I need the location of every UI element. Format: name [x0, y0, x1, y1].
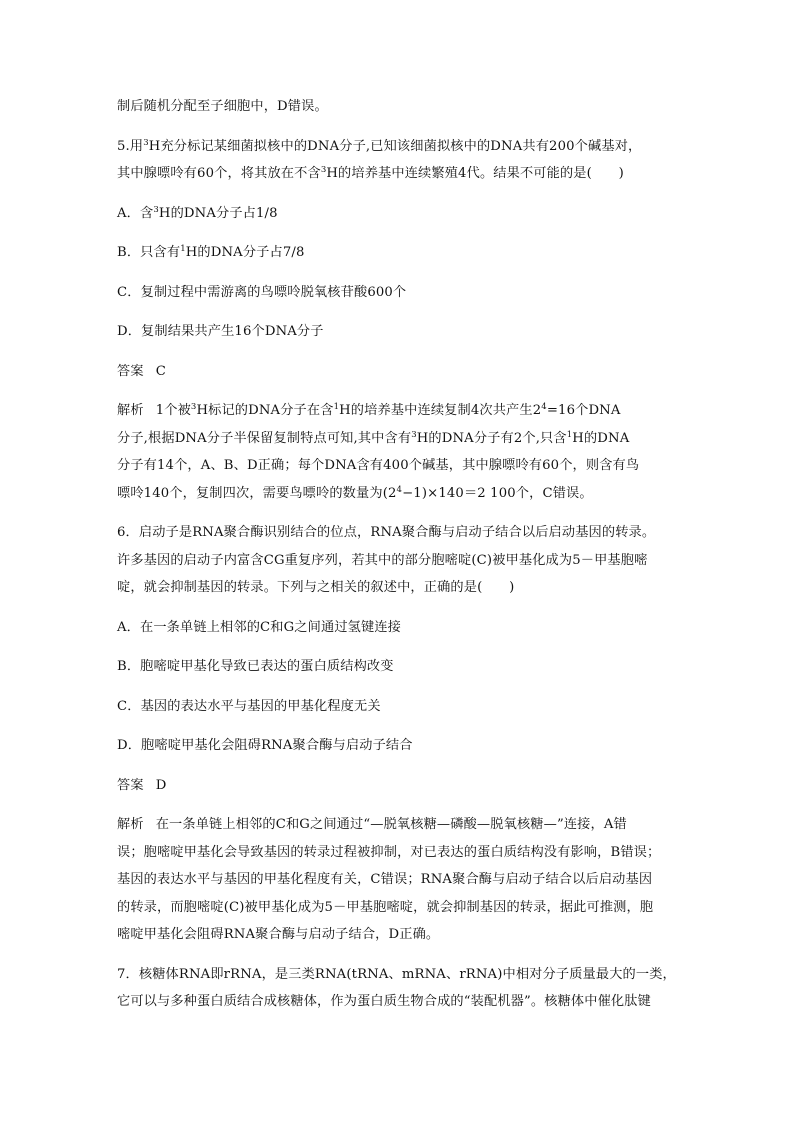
superscript: 3: [320, 165, 327, 175]
q5-stem-text: 5.用: [117, 138, 144, 154]
analysis-text: 在一条单链上相邻的C和G之间通过“—脱氧核糖—磷酸—脱氧核糖—”连接，A错: [155, 817, 627, 832]
q6-stem-text: 啶，就会抑制基因的转录。下列与之相关的叙述中，正确的是( ): [117, 580, 515, 595]
q5-answer: [117, 358, 680, 386]
q6-analysis: [117, 811, 680, 949]
analysis-text: H的DNA分子有2个,只含: [416, 430, 567, 446]
q5-stem-text: H充分标记某细菌拟核中的DNA分子,已知该细菌拟核中的DNA共有200个碱基对，: [148, 138, 642, 154]
q5-option-b: [117, 239, 680, 267]
question-7: [117, 961, 680, 1016]
q6-stem-text: 6．启动子是RNA聚合酶识别结合的位点，RNA聚合酶与启动子结合以后启动基因的转录。: [117, 525, 656, 540]
q5-option-d: D．复制结果共产生16个DNA分子: [117, 324, 324, 339]
analysis-label: 解析: [117, 403, 144, 418]
analysis-text: 误；胞嘧啶甲基化会导致基因的转录过程被抑制，对已表达的蛋白质结构没有影响，B错误；: [117, 844, 661, 860]
superscript: 1: [333, 402, 340, 412]
option-text: A．含: [117, 205, 154, 221]
q6-answer: [117, 772, 680, 800]
q5-stem: [117, 133, 680, 188]
q7-stem-text: 7．核糖体RNA即rRNA，是三类RNA(tRNA、mRNA、rRNA)中相对分子质量最大的一类，: [117, 966, 676, 982]
superscript: 3: [411, 429, 417, 440]
option-text: H的DNA分子占1/8: [158, 205, 278, 221]
document-page: [117, 93, 680, 1016]
q6-option-b: B．胞嘧啶甲基化导致已表达的蛋白质结构改变: [117, 659, 394, 674]
superscript: 4: [541, 402, 547, 412]
superscript: 1: [180, 244, 186, 254]
q5-option-c: C．复制过程中需游离的鸟嘌呤脱氧核苷酸600个: [117, 284, 407, 300]
analysis-text: =16个DNA: [546, 403, 621, 418]
q7-stem-text: 它可以与多种蛋白质结合成核糖体，作为蛋白质生物合成的“装配机器”。核糖体中催化肽键: [117, 994, 651, 1009]
analysis-text: 嘌呤140个，复制四次，需要鸟嘌呤的数量为(2: [117, 485, 397, 501]
q7-stem: [117, 961, 680, 1016]
superscript: 3: [190, 402, 197, 412]
answer-label: 答案: [117, 777, 144, 793]
q6-option-c: C．基因的表达水平与基因的甲基化程度无关: [117, 698, 381, 714]
q6-stem-text: 许多基因的启动子内富含CG重复序列，若其中的部分胞嘧啶(C)被甲基化成为5－甲基胞嘧: [117, 552, 648, 568]
analysis-text: 1个被: [155, 403, 191, 418]
q5-stem-text: 其中腺嘌呤有60个，将其放在不含: [117, 166, 321, 181]
superscript: 3: [153, 204, 159, 215]
analysis-text: 分子,根据DNA分子半保留复制特点可知,其中含有: [117, 430, 412, 446]
analysis-text: H的DNA: [572, 430, 630, 446]
option-text: B．只含有: [117, 245, 181, 260]
q6-option-d: D．胞嘧啶甲基化会阻碍RNA聚合酶与启动子结合: [117, 738, 413, 753]
q5-stem-text: H的培养基中连续繁殖4代。结果不可能的是( ): [326, 166, 624, 181]
superscript: 4: [396, 484, 403, 495]
q5-option-a: [117, 200, 680, 228]
analysis-text: H标记的DNA分子在含: [196, 403, 334, 418]
analysis-text: 基因的表达水平与基因的甲基化程度有关，C错误；RNA聚合酶与启动子结合以后启动基因: [117, 872, 653, 887]
superscript: 3: [143, 137, 149, 148]
q6-option-a: A．在一条单链上相邻的C和G之间通过氢键连接: [117, 619, 402, 635]
continuation-line: 制后随机分配至子细胞中，D错误。: [117, 99, 328, 114]
analysis-text: 嘧啶甲基化会阻碍RNA聚合酶与启动子结合，D正确。: [117, 927, 440, 942]
q5-analysis: [117, 397, 680, 507]
superscript: 1: [566, 429, 573, 440]
answer-value: D: [155, 777, 167, 793]
analysis-label: 解析: [117, 817, 144, 832]
answer-value: C: [155, 363, 166, 379]
question-5: [117, 133, 680, 508]
analysis-text: 的转录，而胞嘧啶(C)被甲基化成为5－甲基胞嘧啶，就会抑制基因的转录，据此可推测，胞: [117, 899, 654, 915]
question-6: [117, 519, 680, 949]
q6-stem: [117, 519, 680, 602]
option-text: H的DNA分子占7/8: [185, 245, 305, 260]
analysis-text: −1)×140＝2 100个，C错误。: [402, 485, 593, 501]
analysis-text: 分子有14个，A、B、D正确；每个DNA含有400个碱基，其中腺嘌呤有60个，则含有鸟: [117, 458, 640, 473]
analysis-text: H的培养基中连续复制4次共产生2: [339, 403, 542, 418]
answer-label: 答案: [117, 363, 144, 379]
